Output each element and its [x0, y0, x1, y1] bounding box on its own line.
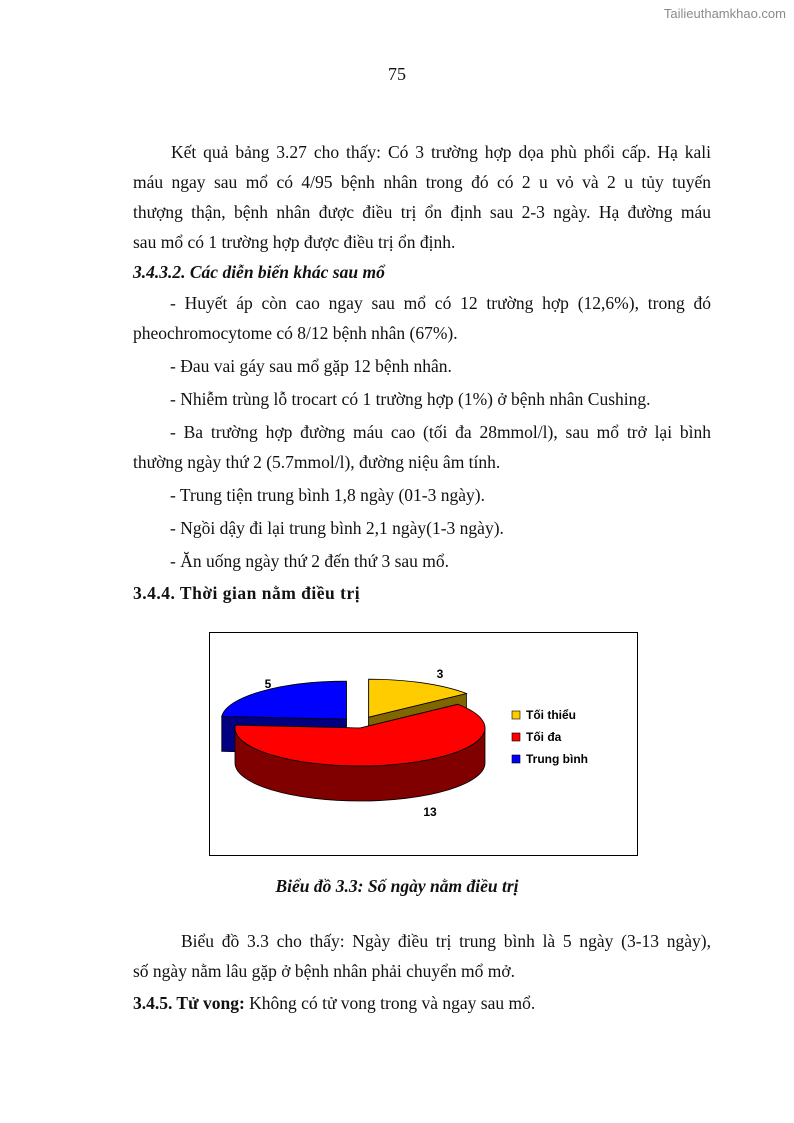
legend-label-0: Tối thiểu	[526, 708, 576, 722]
pie-chart	[210, 633, 637, 855]
list-item: - Ngồi dậy đi lại trung bình 2,1 ngày(1-3 ngày).	[170, 518, 504, 538]
legend-label-1: Tối đa	[526, 730, 562, 744]
text-line: Biểu đồ 3.3 cho thấy: Ngày điều trị trung bình là 5 ngày (3-13 ngày),	[181, 931, 711, 951]
section-label: 3.4.5. Tử vong:	[133, 993, 245, 1013]
pie-chart-frame	[209, 632, 638, 856]
list-item: thường ngày thứ 2 (5.7mmol/l), đường niệu âm tính.	[133, 452, 501, 472]
list-item: - Đau vai gáy sau mổ gặp 12 bệnh nhân.	[170, 356, 452, 376]
heading-3-4-4: 3.4.4. Thời gian nằm điều trị	[133, 583, 361, 603]
text-line: Kết quả bảng 3.27 cho thấy: Có 3 trường hợp dọa phù phổi cấp. Hạ kali	[171, 142, 711, 162]
list-item: - Huyết áp còn cao ngay sau mổ có 12 trường hợp (12,6%), trong đó	[170, 293, 711, 313]
data-label-2: 5	[264, 677, 272, 691]
list-item: - Ăn uống ngày thứ 2 đến thứ 3 sau mổ.	[170, 551, 450, 571]
text-line: thượng thận, bệnh nhân được điều trị ổn định sau 2-3 ngày. Hạ đường máu	[133, 202, 711, 222]
watermark: Tailieuthamkhao.com	[663, 6, 786, 21]
paragraph-chart-3-3	[133, 926, 711, 986]
list-item: - Ba trường hợp đường máu cao (tối đa 28mmol/l), sau mổ trở lại bình	[170, 422, 711, 442]
text-line: sau mổ có 1 trường hợp được điều trị ổn định.	[133, 232, 456, 252]
paragraph-results-3-27	[133, 137, 711, 257]
section-text: Không có tử vong trong và ngay sau mổ.	[244, 993, 536, 1013]
legend-swatch-1	[512, 733, 520, 741]
list-item: - Nhiễm trùng lỗ trocart có 1 trường hợp (1%) ở bệnh nhân Cushing.	[170, 389, 651, 409]
text-line: số ngày nằm lâu gặp ở bệnh nhân phải chuyển mổ mở.	[133, 961, 516, 981]
bullet-list	[133, 288, 711, 576]
heading-3-4-3-2: 3.4.3.2. Các diễn biến khác sau mổ	[133, 262, 385, 282]
data-label-1: 13	[423, 805, 437, 819]
page-number: 75	[388, 64, 406, 84]
legend-swatch-0	[512, 711, 520, 719]
section-3-4-5	[133, 988, 711, 1018]
legend-swatch-2	[512, 755, 520, 763]
chart-caption: Biểu đồ 3.3: Số ngày nằm điều trị	[275, 876, 519, 896]
legend-label-2: Trung bình	[526, 752, 588, 766]
data-label-0: 3	[436, 667, 444, 681]
list-item: pheochromocytome có 8/12 bệnh nhân (67%).	[133, 323, 458, 343]
pie-slice-2	[222, 681, 347, 719]
text-line: máu ngay sau mổ có 4/95 bệnh nhân trong đó có 2 u vỏ và 2 u tủy tuyến	[133, 172, 711, 192]
list-item: - Trung tiện trung bình 1,8 ngày (01-3 ngày).	[170, 485, 485, 505]
